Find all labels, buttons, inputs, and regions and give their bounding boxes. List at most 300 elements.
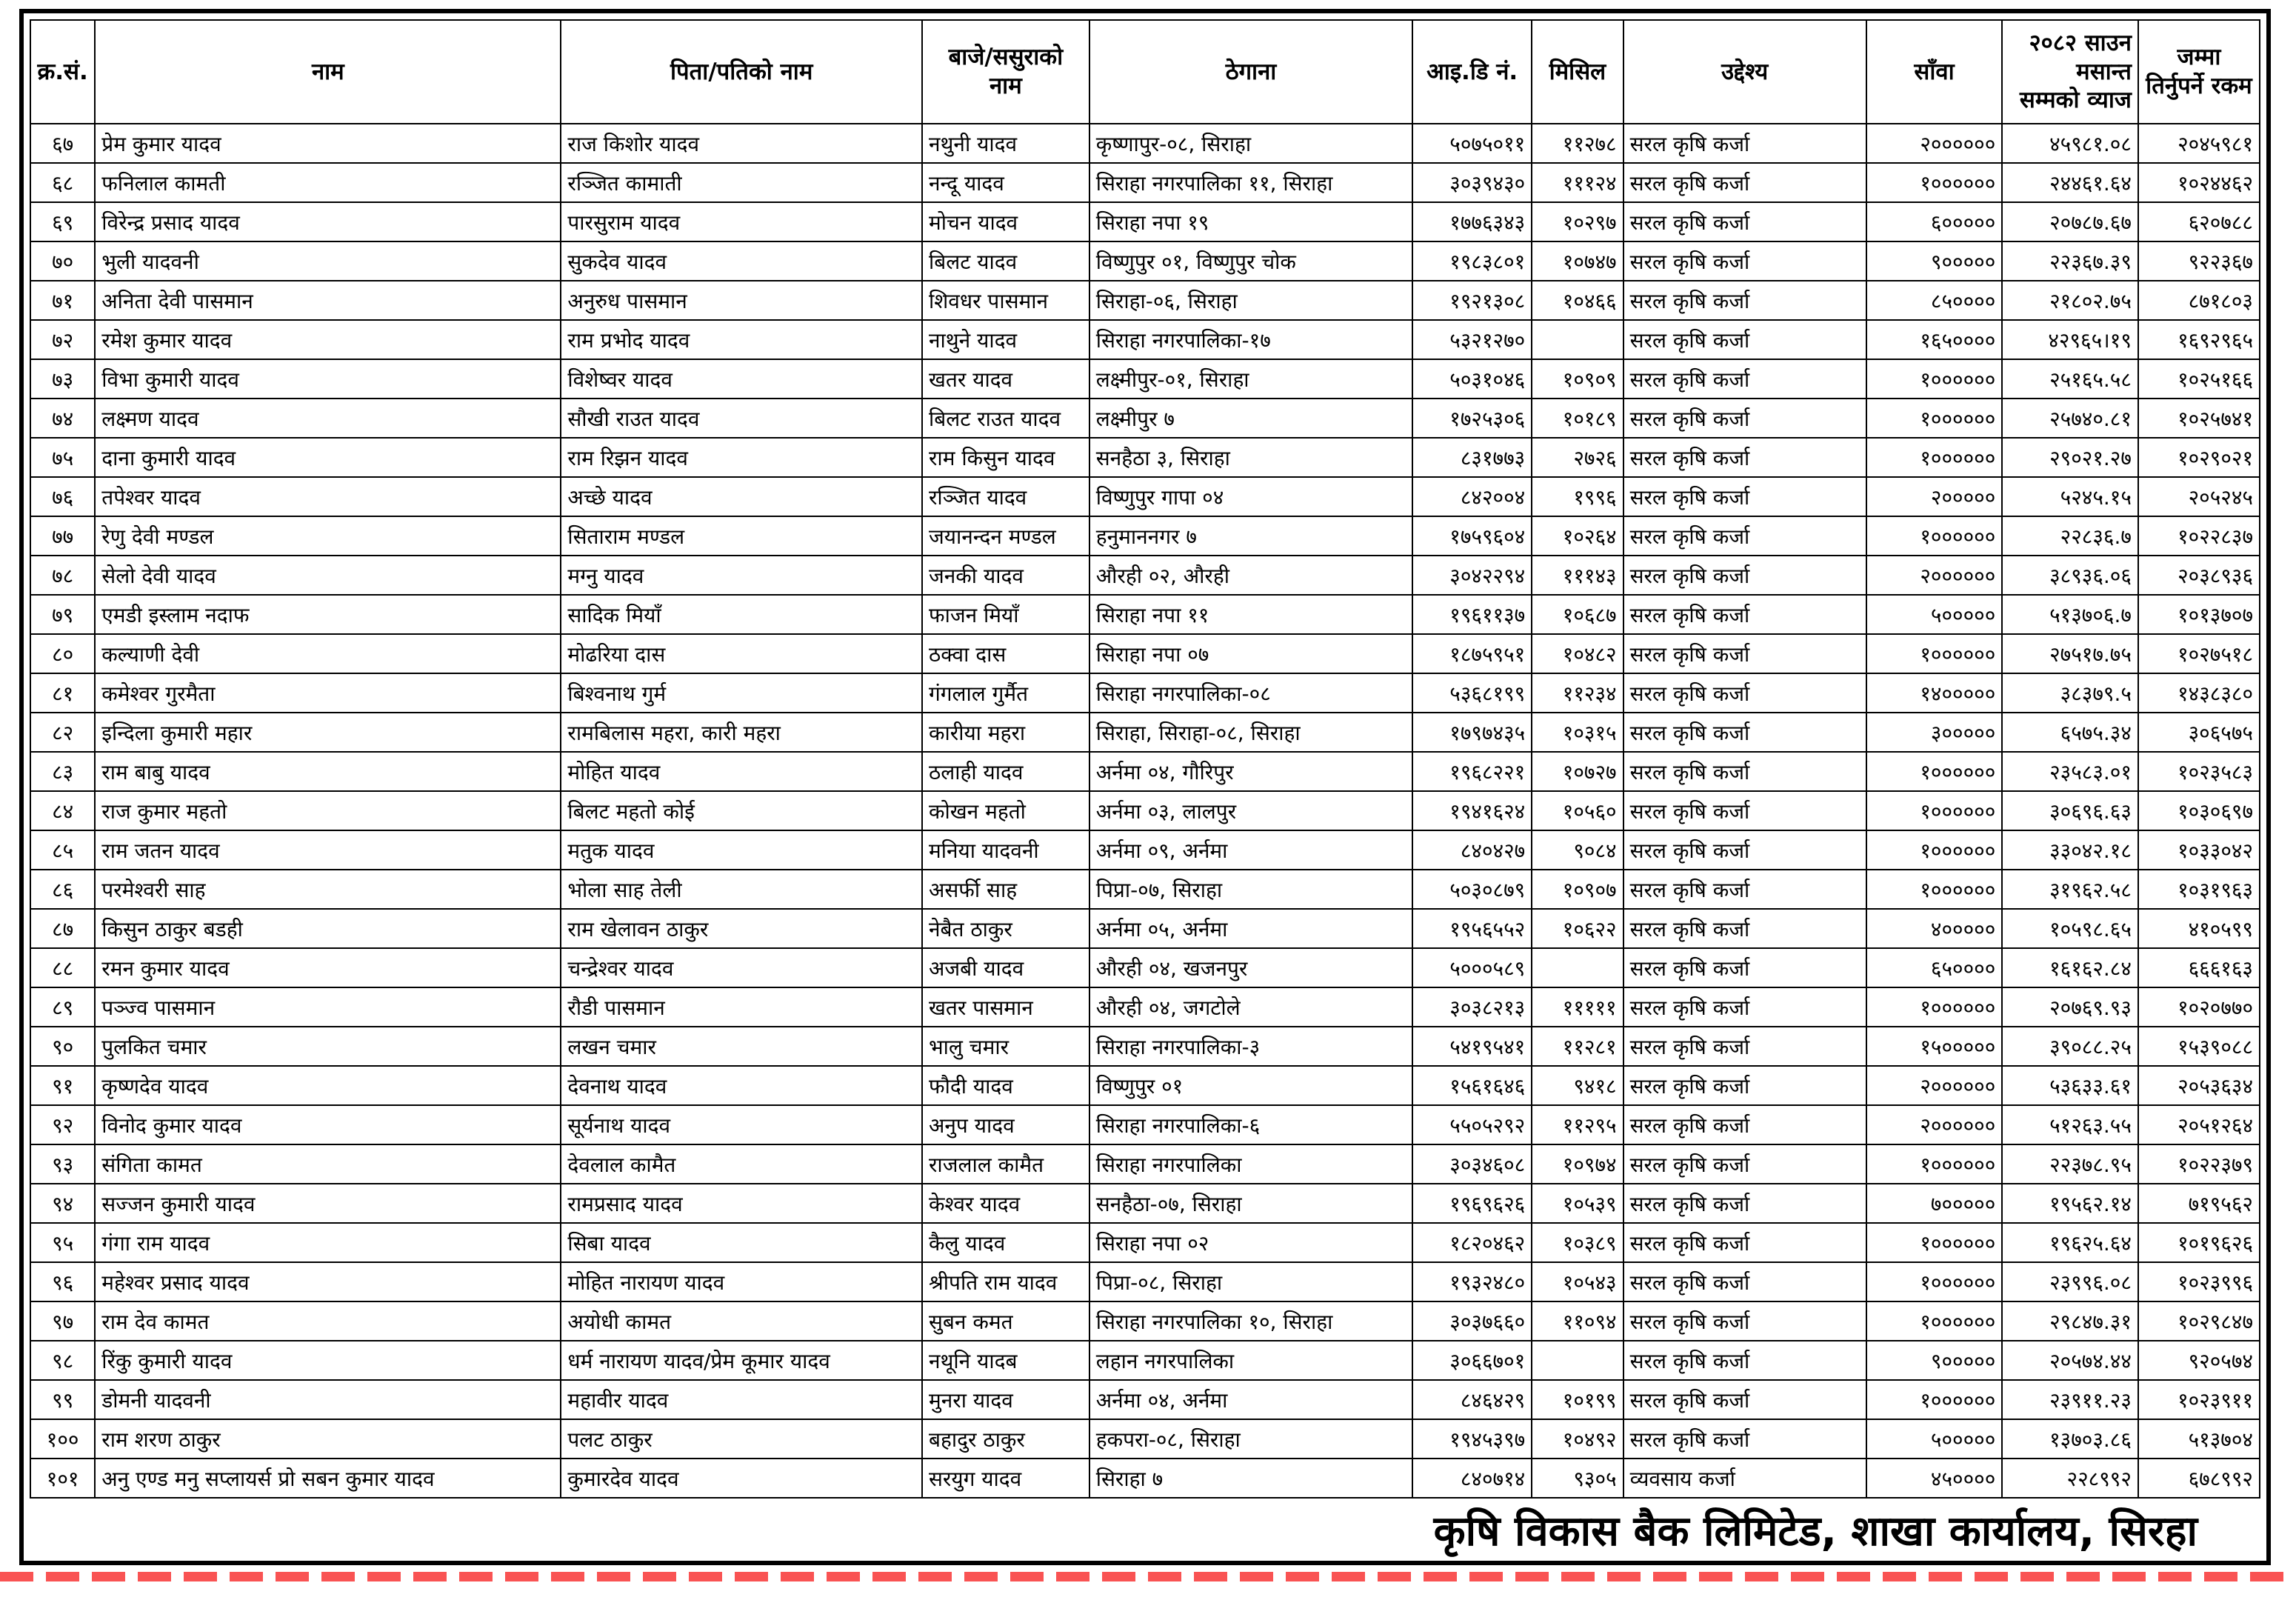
cell-sn: ६७: [30, 124, 95, 163]
cell-address: कृष्णापुर-०८, सिराहा: [1089, 124, 1412, 163]
red-dashed-line: [0, 1572, 2296, 1581]
cell-name: किसुन ठाकुर बडही: [95, 909, 561, 948]
cell-sn: ९३: [30, 1144, 95, 1184]
cell-sn: ८५: [30, 830, 95, 870]
cell-misil: १०९७४: [1532, 1144, 1623, 1184]
table-row: [30, 1341, 2260, 1380]
cell-total: १०३३०४२: [2138, 830, 2260, 870]
cell-misil: १०५३९: [1532, 1184, 1623, 1223]
cell-id: ८४६४२९: [1412, 1380, 1532, 1419]
cell-sn: ९४: [30, 1184, 95, 1223]
table-row: [30, 713, 2260, 752]
cell-sn: ८६: [30, 870, 95, 909]
cell-father: देवनाथ यादव: [561, 1066, 922, 1105]
cell-name: सेलो देवी यादव: [95, 556, 561, 595]
cell-principal: १००००००: [1866, 634, 2003, 673]
cell-principal: १००००००: [1866, 987, 2003, 1027]
cell-address: औरही ०४, खजनपुर: [1089, 948, 1412, 987]
cell-address: सिराहा नगरपालिका: [1089, 1144, 1412, 1184]
cell-purpose: सरल कृषि कर्जा: [1623, 673, 1866, 713]
cell-address: लक्ष्मीपुर-०१, सिराहा: [1089, 359, 1412, 399]
cell-total: २०५२४५: [2138, 477, 2260, 516]
cell-misil: ११०९४: [1532, 1301, 1623, 1341]
cell-interest: २५१६५.५८: [2002, 359, 2138, 399]
cell-misil: ११२८१: [1532, 1027, 1623, 1066]
table-row: [30, 987, 2260, 1027]
cell-misil: १०५४३: [1532, 1262, 1623, 1301]
cell-purpose: सरल कृषि कर्जा: [1623, 948, 1866, 987]
cell-name: दाना कुमारी यादव: [95, 438, 561, 477]
cell-misil: १०२९७: [1532, 202, 1623, 241]
cell-misil: १९९६: [1532, 477, 1623, 516]
cell-address: विष्णुपुर ०१: [1089, 1066, 1412, 1105]
table-row: [30, 163, 2260, 202]
cell-sn: ७६: [30, 477, 95, 516]
cell-name: विभा कुमारी यादव: [95, 359, 561, 399]
cell-name: राम देव कामत: [95, 1301, 561, 1341]
table-row: [30, 399, 2260, 438]
cell-father: भोला साह तेली: [561, 870, 922, 909]
column-header-purpose: उद्देश्य: [1623, 20, 1866, 124]
cell-purpose: सरल कृषि कर्जा: [1623, 1301, 1866, 1341]
cell-id: ५४१९५४१: [1412, 1027, 1532, 1066]
cell-total: १०२३९९६: [2138, 1262, 2260, 1301]
cell-total: १४३८३८०: [2138, 673, 2260, 713]
cell-purpose: सरल कृषि कर्जा: [1623, 241, 1866, 281]
cell-purpose: सरल कृषि कर्जा: [1623, 1223, 1866, 1262]
cell-interest: २०७६९.९३: [2002, 987, 2138, 1027]
cell-grandfather: बिलट राउत यादव: [922, 399, 1089, 438]
cell-purpose: सरल कृषि कर्जा: [1623, 399, 1866, 438]
cell-father: रौडी पासमान: [561, 987, 922, 1027]
cell-misil: १०६८७: [1532, 595, 1623, 634]
cell-address: सिराहा नगरपालिका १०, सिराहा: [1089, 1301, 1412, 1341]
cell-address: सिराहा नगरपालिका ११, सिराहा: [1089, 163, 1412, 202]
loan-table: [30, 19, 2260, 1499]
cell-father: राम खेलावन ठाकुर: [561, 909, 922, 948]
cell-id: ३०३४६०८: [1412, 1144, 1532, 1184]
cell-total: २०५३६३४: [2138, 1066, 2260, 1105]
cell-purpose: सरल कृषि कर्जा: [1623, 791, 1866, 830]
cell-sn: ७८: [30, 556, 95, 595]
cell-principal: ४५००००: [1866, 1459, 2003, 1498]
cell-misil: १११२४: [1532, 163, 1623, 202]
cell-sn: ७९: [30, 595, 95, 634]
cell-sn: ८२: [30, 713, 95, 752]
cell-misil: १०७४७: [1532, 241, 1623, 281]
cell-address: पिप्रा-०७, सिराहा: [1089, 870, 1412, 909]
cell-interest: २५७४०.८१: [2002, 399, 2138, 438]
cell-address: सिराहा-०६, सिराहा: [1089, 281, 1412, 320]
cell-id: ५३२१२७०: [1412, 320, 1532, 359]
cell-purpose: सरल कृषि कर्जा: [1623, 516, 1866, 556]
cell-total: २०४५९८१: [2138, 124, 2260, 163]
table-row: [30, 1301, 2260, 1341]
cell-name: महेश्वर प्रसाद यादव: [95, 1262, 561, 1301]
cell-interest: २४४६१.६४: [2002, 163, 2138, 202]
cell-total: १०२५१६६: [2138, 359, 2260, 399]
cell-id: १८२०४६२: [1412, 1223, 1532, 1262]
cell-total: १०२२८३७: [2138, 516, 2260, 556]
cell-grandfather: अजबी यादव: [922, 948, 1089, 987]
cell-father: मतुक यादव: [561, 830, 922, 870]
cell-grandfather: मुनरा यादव: [922, 1380, 1089, 1419]
cell-interest: २१८०२.७५: [2002, 281, 2138, 320]
cell-interest: २९०२१.२७: [2002, 438, 2138, 477]
cell-id: ३०४२२९४: [1412, 556, 1532, 595]
cell-interest: २३९११.२३: [2002, 1380, 2138, 1419]
cell-father: रामबिलास महरा, कारी महरा: [561, 713, 922, 752]
cell-misil: ११२९५: [1532, 1105, 1623, 1144]
table-row: [30, 1144, 2260, 1184]
cell-id: ३०३८२१३: [1412, 987, 1532, 1027]
cell-name: पञ्ज्व पासमान: [95, 987, 561, 1027]
cell-misil: ९३०५: [1532, 1459, 1623, 1498]
cell-father: लखन चमार: [561, 1027, 922, 1066]
cell-sn: ७१: [30, 281, 95, 320]
column-header-name: नाम: [95, 20, 561, 124]
cell-name: सज्जन कुमारी यादव: [95, 1184, 561, 1223]
cell-principal: ४०००००: [1866, 909, 2003, 948]
cell-grandfather: राम किसुन यादव: [922, 438, 1089, 477]
cell-purpose: सरल कृषि कर्जा: [1623, 1419, 1866, 1459]
cell-total: १५३९०८८: [2138, 1027, 2260, 1066]
cell-misil: [1532, 1341, 1623, 1380]
table-row: [30, 634, 2260, 673]
cell-misil: १०४९२: [1532, 1419, 1623, 1459]
cell-misil: ९४१८: [1532, 1066, 1623, 1105]
cell-name: राम शरण ठाकुर: [95, 1419, 561, 1459]
cell-name: प्रेम कुमार यादव: [95, 124, 561, 163]
column-header-total: जम्मा तिर्नुपर्ने रकम: [2138, 20, 2260, 124]
cell-principal: १००००००: [1866, 1301, 2003, 1341]
cell-total: ९२०५७४: [2138, 1341, 2260, 1380]
cell-interest: २३५८३.०१: [2002, 752, 2138, 791]
cell-sn: ७५: [30, 438, 95, 477]
cell-name: पुलकित चमार: [95, 1027, 561, 1066]
cell-interest: १३७०३.८६: [2002, 1419, 2138, 1459]
cell-purpose: सरल कृषि कर्जा: [1623, 634, 1866, 673]
cell-father: मग्नु यादव: [561, 556, 922, 595]
cell-grandfather: नथूनि यादब: [922, 1341, 1089, 1380]
cell-grandfather: सुबन कमत: [922, 1301, 1089, 1341]
cell-total: ५१३७०४: [2138, 1419, 2260, 1459]
cell-id: ३०६६७०१: [1412, 1341, 1532, 1380]
cell-address: सिराहा, सिराहा-०८, सिराहा: [1089, 713, 1412, 752]
cell-address: हकपरा-०८, सिराहा: [1089, 1419, 1412, 1459]
cell-interest: २०७८७.६७: [2002, 202, 2138, 241]
cell-grandfather: गंगलाल गुर्मैत: [922, 673, 1089, 713]
cell-principal: ६०००००: [1866, 202, 2003, 241]
cell-principal: १००००००: [1866, 1380, 2003, 1419]
cell-principal: २०००००: [1866, 477, 2003, 516]
cell-address: अर्नमा ०३, लालपुर: [1089, 791, 1412, 830]
column-header-address: ठेगाना: [1089, 20, 1412, 124]
cell-principal: १००००००: [1866, 1144, 2003, 1184]
cell-name: राज कुमार महतो: [95, 791, 561, 830]
cell-misil: १०४८२: [1532, 634, 1623, 673]
cell-id: १७५९६०४: [1412, 516, 1532, 556]
table-row: [30, 1262, 2260, 1301]
cell-name: अनिता देवी पासमान: [95, 281, 561, 320]
table-row: [30, 556, 2260, 595]
cell-principal: १००००००: [1866, 752, 2003, 791]
cell-total: ६२०७८८: [2138, 202, 2260, 241]
cell-id: ८३१७७३: [1412, 438, 1532, 477]
cell-address: हनुमाननगर ७: [1089, 516, 1412, 556]
cell-misil: १०६२२: [1532, 909, 1623, 948]
header-row: [30, 20, 2260, 124]
cell-father: रामप्रसाद यादव: [561, 1184, 922, 1223]
cell-father: धर्म नारायण यादव/प्रेम कूमार यादव: [561, 1341, 922, 1380]
cell-name: इन्दिला कुमारी महार: [95, 713, 561, 752]
table-row: [30, 359, 2260, 399]
cell-id: १९२१३०८: [1412, 281, 1532, 320]
cell-interest: ३०६९६.६३: [2002, 791, 2138, 830]
cell-name: संगिता कामत: [95, 1144, 561, 1184]
cell-purpose: सरल कृषि कर्जा: [1623, 1380, 1866, 1419]
cell-father: मोहित नारायण यादव: [561, 1262, 922, 1301]
cell-interest: ५२४५.१५: [2002, 477, 2138, 516]
cell-id: ५०३१०४६: [1412, 359, 1532, 399]
cell-address: सनहैठा ३, सिराहा: [1089, 438, 1412, 477]
cell-interest: २२८९९२: [2002, 1459, 2138, 1498]
cell-grandfather: खतर पासमान: [922, 987, 1089, 1027]
cell-address: सिराहा ७: [1089, 1459, 1412, 1498]
cell-principal: १६५००००: [1866, 320, 2003, 359]
cell-grandfather: अनुप यादव: [922, 1105, 1089, 1144]
cell-sn: ८१: [30, 673, 95, 713]
cell-address: सिराहा नपा ०७: [1089, 634, 1412, 673]
column-header-grandfather: बाजे/ससुराको नाम: [922, 20, 1089, 124]
cell-id: १८७५९५१: [1412, 634, 1532, 673]
table-frame: [19, 9, 2271, 1565]
cell-sn: ८९: [30, 987, 95, 1027]
cell-total: १०३०६९७: [2138, 791, 2260, 830]
cell-total: ९२२३६७: [2138, 241, 2260, 281]
cell-id: १९८३८०१: [1412, 241, 1532, 281]
cell-address: पिप्रा-०८, सिराहा: [1089, 1262, 1412, 1301]
cell-grandfather: फौदी यादव: [922, 1066, 1089, 1105]
table-row: [30, 595, 2260, 634]
cell-purpose: सरल कृषि कर्जा: [1623, 124, 1866, 163]
cell-id: १९६११३७: [1412, 595, 1532, 634]
cell-principal: १००००००: [1866, 399, 2003, 438]
table-row: [30, 1419, 2260, 1459]
cell-id: ५३६८१९९: [1412, 673, 1532, 713]
cell-principal: २००००००: [1866, 1066, 2003, 1105]
cell-address: सिराहा नगरपालिका-६: [1089, 1105, 1412, 1144]
cell-principal: १४०००००: [1866, 673, 2003, 713]
cell-father: सिताराम मण्डल: [561, 516, 922, 556]
cell-address: अर्नमा ०५, अर्नमा: [1089, 909, 1412, 948]
cell-purpose: सरल कृषि कर्जा: [1623, 830, 1866, 870]
cell-total: ६७८९९२: [2138, 1459, 2260, 1498]
cell-grandfather: जयानन्दन मण्डल: [922, 516, 1089, 556]
cell-id: १५६१६४६: [1412, 1066, 1532, 1105]
cell-principal: ८५००००: [1866, 281, 2003, 320]
cell-total: १०२९०२१: [2138, 438, 2260, 477]
cell-misil: १०९०९: [1532, 359, 1623, 399]
cell-purpose: सरल कृषि कर्जा: [1623, 752, 1866, 791]
cell-address: सिराहा नपा १९: [1089, 202, 1412, 241]
cell-purpose: सरल कृषि कर्जा: [1623, 909, 1866, 948]
cell-total: १०१३७०७: [2138, 595, 2260, 634]
cell-interest: १९५६२.१४: [2002, 1184, 2138, 1223]
cell-total: १०२२३७९: [2138, 1144, 2260, 1184]
table-row: [30, 1223, 2260, 1262]
cell-total: २०५१२६४: [2138, 1105, 2260, 1144]
cell-interest: २९८४७.३१: [2002, 1301, 2138, 1341]
cell-sn: ७२: [30, 320, 95, 359]
cell-interest: १०५९८.६५: [2002, 909, 2138, 948]
cell-father: सिबा यादव: [561, 1223, 922, 1262]
cell-sn: ७४: [30, 399, 95, 438]
cell-principal: १००००००: [1866, 163, 2003, 202]
cell-sn: ८७: [30, 909, 95, 948]
cell-address: लहान नगरपालिका: [1089, 1341, 1412, 1380]
cell-interest: ३९०८८.२५: [2002, 1027, 2138, 1066]
cell-principal: २००००००: [1866, 556, 2003, 595]
cell-interest: ३१९६२.५८: [2002, 870, 2138, 909]
cell-interest: ३८९३६.०६: [2002, 556, 2138, 595]
cell-sn: ९२: [30, 1105, 95, 1144]
cell-grandfather: नाथुने यादव: [922, 320, 1089, 359]
cell-misil: १०५६०: [1532, 791, 1623, 830]
cell-name: कमेश्वर गुरमैता: [95, 673, 561, 713]
cell-sn: १०१: [30, 1459, 95, 1498]
cell-id: १९५६५५२: [1412, 909, 1532, 948]
cell-address: सनहैठा-०७, सिराहा: [1089, 1184, 1412, 1223]
cell-address: विष्णुपुर गापा ०४: [1089, 477, 1412, 516]
cell-total: १०२३९११: [2138, 1380, 2260, 1419]
cell-address: औरही ०४, जगटोले: [1089, 987, 1412, 1027]
table-row: [30, 516, 2260, 556]
cell-address: सिराहा नगरपालिका-३: [1089, 1027, 1412, 1066]
cell-name: विरेन्द्र प्रसाद यादव: [95, 202, 561, 241]
cell-sn: ८०: [30, 634, 95, 673]
cell-grandfather: खतर यादव: [922, 359, 1089, 399]
cell-address: लक्ष्मीपुर ७: [1089, 399, 1412, 438]
table-row: [30, 948, 2260, 987]
cell-name: डोमनी यादवनी: [95, 1380, 561, 1419]
cell-misil: २७२६: [1532, 438, 1623, 477]
cell-total: १०२९८४७: [2138, 1301, 2260, 1341]
cell-address: अर्नमा ०९, अर्नमा: [1089, 830, 1412, 870]
cell-id: १९६९६२६: [1412, 1184, 1532, 1223]
cell-id: ५०००५८९: [1412, 948, 1532, 987]
cell-father: अयोधी कामत: [561, 1301, 922, 1341]
table-row: [30, 1105, 2260, 1144]
cell-id: १७२५३०६: [1412, 399, 1532, 438]
cell-name: लक्ष्मण यादव: [95, 399, 561, 438]
cell-father: अनुरुध पासमान: [561, 281, 922, 320]
cell-principal: १००००००: [1866, 516, 2003, 556]
cell-total: ४१०५९९: [2138, 909, 2260, 948]
cell-name: तपेश्वर यादव: [95, 477, 561, 516]
cell-id: १९४१६२४: [1412, 791, 1532, 830]
cell-name: राम बाबु यादव: [95, 752, 561, 791]
cell-grandfather: कैलु यादव: [922, 1223, 1089, 1262]
cell-principal: ३०००००: [1866, 713, 2003, 752]
cell-principal: ७०००००: [1866, 1184, 2003, 1223]
table-row: [30, 438, 2260, 477]
cell-purpose: सरल कृषि कर्जा: [1623, 595, 1866, 634]
cell-father: पलट ठाकुर: [561, 1419, 922, 1459]
cell-misil: १०४६६: [1532, 281, 1623, 320]
cell-name: फनिलाल कामती: [95, 163, 561, 202]
cell-sn: ९५: [30, 1223, 95, 1262]
cell-father: राम प्रभोद यादव: [561, 320, 922, 359]
cell-sn: ९१: [30, 1066, 95, 1105]
cell-principal: ५०००००: [1866, 595, 2003, 634]
cell-name: राम जतन यादव: [95, 830, 561, 870]
cell-principal: ९०००००: [1866, 1341, 2003, 1380]
cell-grandfather: कारीया महरा: [922, 713, 1089, 752]
cell-interest: ५१३७०६.७: [2002, 595, 2138, 634]
cell-name: रमन कुमार यादव: [95, 948, 561, 987]
cell-misil: [1532, 948, 1623, 987]
cell-name: अनु एण्ड मनु सप्लायर्स प्रो सबन कुमार यादव: [95, 1459, 561, 1498]
cell-purpose: सरल कृषि कर्जा: [1623, 1341, 1866, 1380]
cell-principal: ६५००००: [1866, 948, 2003, 987]
bank-title-row: [30, 1499, 2260, 1561]
cell-grandfather: जनकी यादव: [922, 556, 1089, 595]
cell-name: विनोद कुमार यादव: [95, 1105, 561, 1144]
cell-grandfather: ठलाही यादव: [922, 752, 1089, 791]
cell-address: सिराहा नगरपालिका-०८: [1089, 673, 1412, 713]
cell-principal: १००००००: [1866, 870, 2003, 909]
cell-grandfather: भालु चमार: [922, 1027, 1089, 1066]
cell-name: गंगा राम यादव: [95, 1223, 561, 1262]
cell-grandfather: बहादुर ठाकुर: [922, 1419, 1089, 1459]
cell-total: १०२४४६२: [2138, 163, 2260, 202]
cell-address: सिराहा नगरपालिका-१७: [1089, 320, 1412, 359]
cell-grandfather: फाजन मियाँ: [922, 595, 1089, 634]
cell-purpose: सरल कृषि कर्जा: [1623, 1105, 1866, 1144]
cell-id: १९४५३९७: [1412, 1419, 1532, 1459]
cell-purpose: सरल कृषि कर्जा: [1623, 870, 1866, 909]
cell-total: १०२०७७०: [2138, 987, 2260, 1027]
cell-name: रमेश कुमार यादव: [95, 320, 561, 359]
cell-interest: ४५९८१.०८: [2002, 124, 2138, 163]
cell-purpose: सरल कृषि कर्जा: [1623, 359, 1866, 399]
table-row: [30, 830, 2260, 870]
column-header-interest: २०८२ साउन मसान्त सम्मको व्याज: [2002, 20, 2138, 124]
cell-interest: २२३६७.३९: [2002, 241, 2138, 281]
cell-grandfather: रञ्जित यादव: [922, 477, 1089, 516]
cell-total: ६६६१६३: [2138, 948, 2260, 987]
cell-grandfather: नथुनी यादव: [922, 124, 1089, 163]
cell-misil: १०१८९: [1532, 399, 1623, 438]
cell-purpose: सरल कृषि कर्जा: [1623, 1144, 1866, 1184]
cell-id: ५५०५२९२: [1412, 1105, 1532, 1144]
cell-id: १७७६३४३: [1412, 202, 1532, 241]
cell-purpose: सरल कृषि कर्जा: [1623, 1184, 1866, 1223]
cell-purpose: सरल कृषि कर्जा: [1623, 320, 1866, 359]
cell-grandfather: असर्फी साह: [922, 870, 1089, 909]
cell-sn: ७०: [30, 241, 95, 281]
cell-address: अर्नमा ०४, गौरिपुर: [1089, 752, 1412, 791]
cell-name: रिंकु कुमारी यादव: [95, 1341, 561, 1380]
cell-name: कृष्णदेव यादव: [95, 1066, 561, 1105]
cell-grandfather: राजलाल कामैत: [922, 1144, 1089, 1184]
cell-father: सौखी राउत यादव: [561, 399, 922, 438]
cell-interest: ४२९६५।१९: [2002, 320, 2138, 359]
table-row: [30, 477, 2260, 516]
cell-principal: १००००००: [1866, 1262, 2003, 1301]
cell-grandfather: श्रीपति राम यादव: [922, 1262, 1089, 1301]
